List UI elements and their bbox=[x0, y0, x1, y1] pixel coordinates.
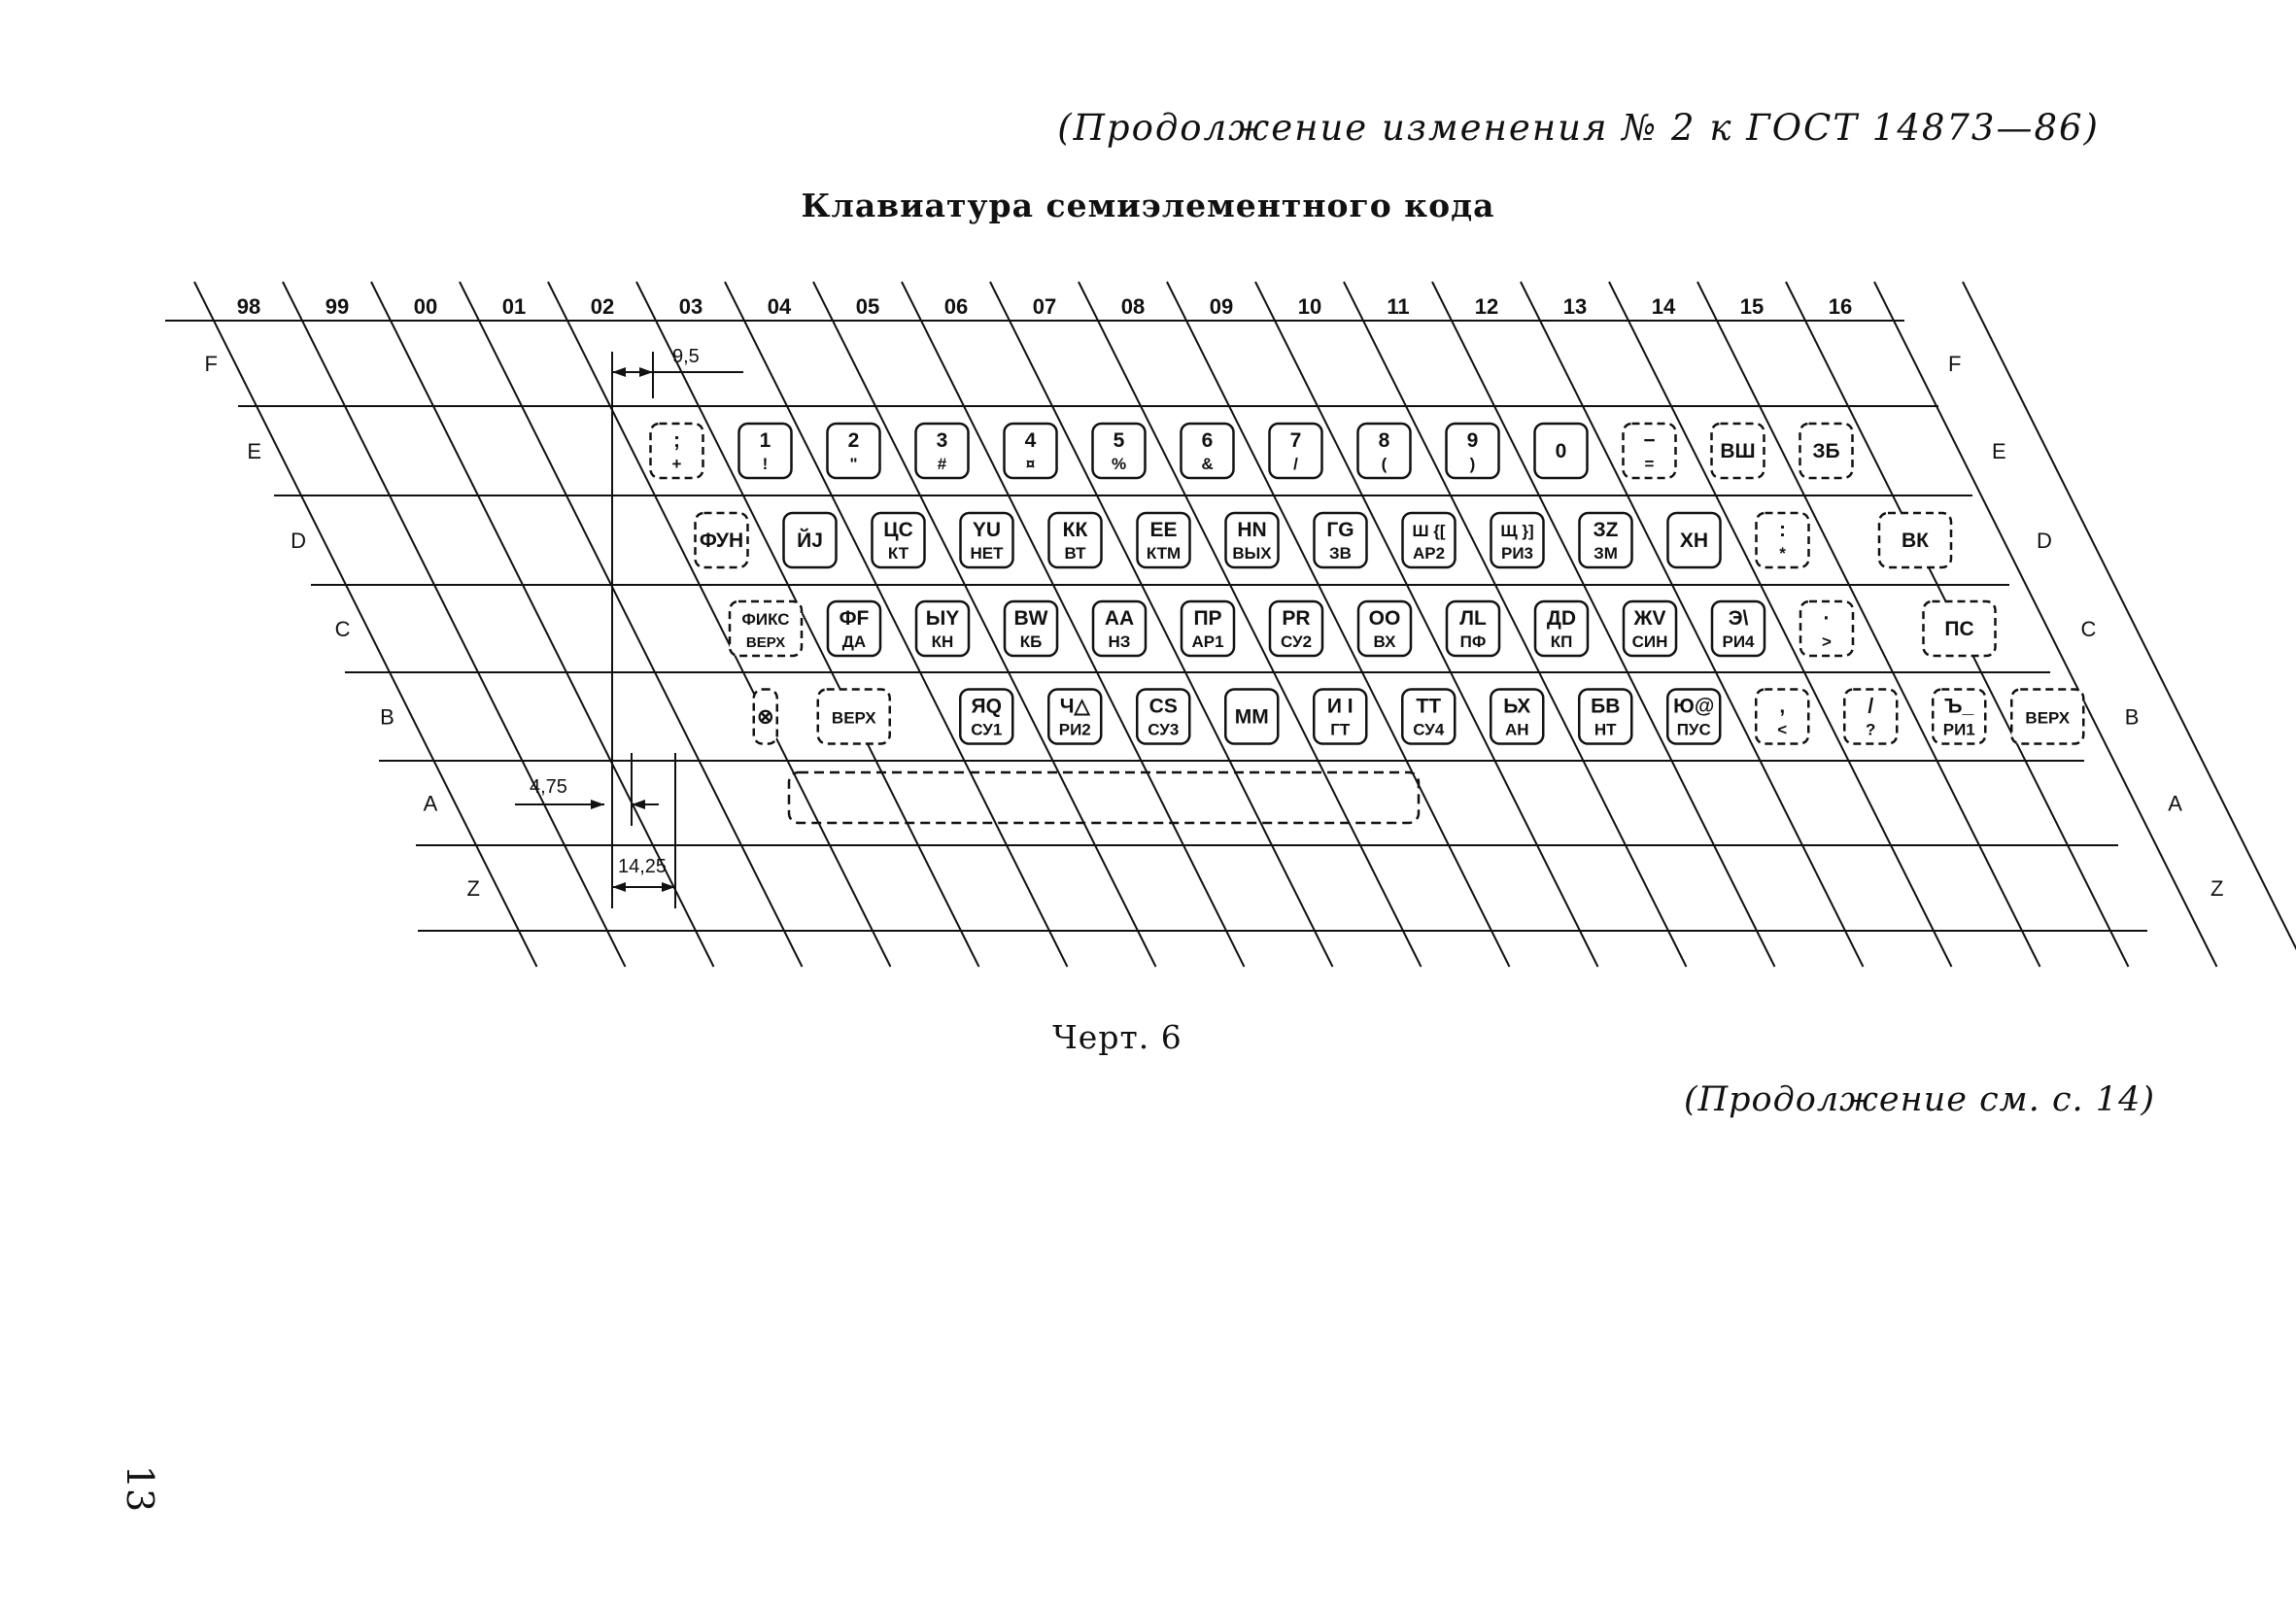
row-label-right: B bbox=[2124, 704, 2140, 730]
key bbox=[1668, 513, 1721, 567]
key-label-bottom: ? bbox=[1866, 720, 1876, 739]
key-label-top: HN bbox=[1237, 519, 1267, 541]
key-label-bottom: НТ bbox=[1593, 720, 1617, 739]
dimension-label-9-5: 9,5 bbox=[672, 346, 700, 367]
key bbox=[1314, 690, 1366, 744]
key-label-bottom: АР2 bbox=[1412, 544, 1446, 563]
key-label-top: : bbox=[1779, 519, 1786, 541]
key-label-top: 0 bbox=[1555, 440, 1567, 462]
key-label-bottom: СИН bbox=[1631, 632, 1668, 651]
key-label-top: ЫY bbox=[925, 607, 960, 630]
key-label-top: ТТ bbox=[1416, 695, 1442, 718]
key bbox=[1580, 513, 1632, 567]
key-label-top: ЛL bbox=[1459, 607, 1487, 630]
key-label-top: ГG bbox=[1326, 519, 1354, 541]
key-label-bottom: & bbox=[1201, 455, 1214, 473]
key bbox=[1358, 601, 1411, 656]
key-label-top: Ч△ bbox=[1059, 695, 1090, 718]
key-label-top: − bbox=[1643, 429, 1656, 452]
space-bar bbox=[789, 772, 1419, 823]
document-header: (Продолжение изменения № 2 к ГОСТ 14873—86) bbox=[1057, 107, 2100, 149]
row-label-right: A bbox=[2168, 791, 2182, 816]
row-label-left: C bbox=[334, 617, 351, 641]
key bbox=[1225, 690, 1278, 744]
column-label: 06 bbox=[943, 294, 969, 319]
key-label-bottom: КН bbox=[931, 632, 954, 651]
key bbox=[1535, 601, 1588, 656]
key bbox=[1800, 601, 1853, 656]
key-label-bottom: РИ3 bbox=[1500, 544, 1534, 563]
column-label: 05 bbox=[855, 294, 880, 319]
dimension-label-14-25: 14,25 bbox=[618, 856, 668, 877]
key bbox=[873, 513, 925, 567]
key bbox=[1005, 424, 1057, 478]
key-label-bottom: % bbox=[1111, 455, 1127, 473]
dimension-lines bbox=[515, 346, 743, 908]
key-label-bottom: ! bbox=[762, 455, 769, 473]
keys bbox=[651, 424, 2084, 744]
key-label-top: 8 bbox=[1378, 429, 1390, 452]
key bbox=[2011, 690, 2083, 744]
row-label-left: F bbox=[204, 352, 218, 376]
key-label-top: ЕЕ bbox=[1149, 519, 1178, 541]
key bbox=[960, 690, 1012, 744]
key bbox=[916, 601, 969, 656]
column-label: 12 bbox=[1474, 294, 1499, 319]
row-label-left: A bbox=[423, 791, 438, 816]
key-label-bottom: СУ2 bbox=[1280, 632, 1313, 651]
key bbox=[1933, 690, 1985, 744]
key bbox=[696, 513, 748, 567]
key-label-bottom: ПУС bbox=[1676, 720, 1711, 739]
key-label-top: И I bbox=[1326, 695, 1354, 718]
key bbox=[1712, 601, 1765, 656]
key bbox=[1624, 601, 1676, 656]
key bbox=[1048, 690, 1101, 744]
row-label-right: D bbox=[2037, 529, 2052, 553]
column-label: 01 bbox=[501, 294, 527, 319]
key-label-top: БВ bbox=[1591, 695, 1621, 718]
key bbox=[1491, 690, 1543, 744]
key-label-top: КК bbox=[1062, 519, 1088, 541]
row-label-right: Z bbox=[2210, 876, 2224, 901]
key-label-top: ПР bbox=[1193, 607, 1222, 630]
key-label-top: ЦС bbox=[883, 519, 913, 541]
key bbox=[1358, 424, 1411, 478]
column-label: 10 bbox=[1297, 294, 1322, 319]
key-label-top: ЖV bbox=[1633, 607, 1666, 630]
key bbox=[1093, 424, 1146, 478]
key bbox=[754, 690, 777, 744]
column-label: 09 bbox=[1209, 294, 1234, 319]
key bbox=[784, 513, 837, 567]
key-label-top: СS bbox=[1148, 695, 1178, 718]
column-label: 99 bbox=[325, 294, 350, 319]
key-label-top: РR bbox=[1282, 607, 1311, 630]
key bbox=[961, 513, 1013, 567]
key-label-top: · bbox=[1823, 607, 1831, 630]
column-label: 13 bbox=[1562, 294, 1588, 319]
key bbox=[651, 424, 703, 478]
key bbox=[1667, 690, 1720, 744]
key-label-bottom: СУ4 bbox=[1413, 720, 1445, 739]
key-label-top: 9 bbox=[1466, 429, 1479, 452]
column-label: 03 bbox=[678, 294, 703, 319]
key bbox=[1800, 424, 1853, 478]
key-label-top: ФF bbox=[839, 607, 870, 630]
row-label-left: E bbox=[247, 439, 261, 463]
key bbox=[1403, 513, 1456, 567]
key-label-bottom: ВЕРХ bbox=[745, 634, 786, 651]
key bbox=[1624, 424, 1676, 478]
key-label-top: ММ bbox=[1234, 705, 1269, 729]
column-label: 15 bbox=[1739, 294, 1765, 319]
key bbox=[1924, 601, 1996, 656]
key-label-top: ПС bbox=[1944, 618, 1974, 640]
key-label-top: 2 bbox=[847, 429, 860, 452]
column-label: 08 bbox=[1120, 294, 1146, 319]
column-line bbox=[1963, 282, 2296, 967]
key-label-bottom: РИ1 bbox=[1942, 720, 1975, 739]
key-label-bottom: НЗ bbox=[1108, 632, 1131, 651]
key-label-bottom: РИ4 bbox=[1722, 632, 1755, 651]
key-label-bottom: * bbox=[1779, 544, 1786, 563]
key bbox=[1005, 601, 1057, 656]
key-label-bottom: ДА bbox=[841, 632, 867, 651]
figure-title: Клавиатура семиэлементного кода bbox=[801, 187, 1495, 224]
column-line bbox=[194, 282, 537, 967]
key-label-bottom: ВХ bbox=[1373, 632, 1396, 651]
key-label-top: ВЕРХ bbox=[831, 708, 876, 728]
key bbox=[1579, 690, 1631, 744]
key-label-bottom: ) bbox=[1469, 455, 1476, 473]
row-label-right: E bbox=[1992, 439, 2006, 463]
key bbox=[1756, 690, 1808, 744]
key bbox=[1535, 424, 1588, 478]
row-label-left: Z bbox=[466, 876, 480, 901]
column-label: 02 bbox=[590, 294, 615, 319]
key bbox=[1093, 601, 1146, 656]
key-label-top: ВШ bbox=[1720, 440, 1756, 462]
key-label-bottom: ЗМ bbox=[1593, 544, 1618, 563]
key-label-top: ФИКС bbox=[741, 610, 790, 629]
row-label-right: C bbox=[2080, 617, 2097, 641]
key bbox=[1447, 601, 1499, 656]
key-label-bottom: / bbox=[1293, 455, 1298, 473]
key bbox=[916, 424, 969, 478]
key-label-bottom: СУ1 bbox=[971, 720, 1003, 739]
key-label-top: Э\ bbox=[1728, 607, 1749, 630]
key-label-top: АА bbox=[1104, 607, 1135, 630]
key-label-bottom: " bbox=[849, 455, 858, 473]
key-label-bottom: ГТ bbox=[1330, 720, 1351, 739]
column-label: 07 bbox=[1032, 294, 1057, 319]
key bbox=[1137, 690, 1189, 744]
key-label-top: 1 bbox=[759, 429, 771, 452]
continuation-note: (Продолжение см. с. 14) bbox=[1683, 1080, 2155, 1119]
key-label-bottom: РИ2 bbox=[1058, 720, 1091, 739]
figure-caption: Черт. 6 bbox=[1052, 1018, 1182, 1056]
key-label-top: ОО bbox=[1368, 607, 1401, 630]
dimension-label-4-75: 4,75 bbox=[530, 776, 567, 798]
key bbox=[1757, 513, 1809, 567]
key-label-bottom: КТМ bbox=[1146, 544, 1182, 563]
column-label: 98 bbox=[236, 294, 261, 319]
key-label-bottom: ¤ bbox=[1025, 455, 1036, 473]
key-label-top: ХН bbox=[1679, 530, 1709, 552]
key-label-top: ; bbox=[673, 429, 680, 452]
page-number: 13 bbox=[119, 1464, 162, 1513]
key-label-top: ЙJ bbox=[797, 530, 823, 552]
key bbox=[1138, 513, 1190, 567]
key bbox=[1226, 513, 1279, 567]
key bbox=[1844, 690, 1897, 744]
key-label-top: 7 bbox=[1289, 429, 1302, 452]
key-label-top: YU bbox=[972, 519, 1002, 541]
key bbox=[818, 690, 890, 744]
key-label-bottom: КТ bbox=[887, 544, 909, 563]
column-label: 16 bbox=[1828, 294, 1853, 319]
key-label-bottom: НЕТ bbox=[970, 544, 1004, 563]
key-label-bottom: ВТ bbox=[1064, 544, 1086, 563]
key bbox=[1447, 424, 1499, 478]
key-label-bottom: ВЫХ bbox=[1232, 544, 1272, 563]
key bbox=[1402, 690, 1455, 744]
key-label-top: , bbox=[1779, 695, 1786, 718]
key-label-top: ЯQ bbox=[971, 695, 1002, 718]
key-label-bottom: СУ3 bbox=[1148, 720, 1180, 739]
key-label-bottom: КП bbox=[1550, 632, 1573, 651]
key bbox=[1712, 424, 1765, 478]
key-label-bottom: КБ bbox=[1019, 632, 1043, 651]
key-label-top: ВК bbox=[1902, 530, 1929, 552]
key bbox=[730, 601, 802, 656]
key-label-top: ⊗ bbox=[756, 705, 774, 729]
key-label-top: 4 bbox=[1024, 429, 1037, 452]
key-label-top: ДD bbox=[1546, 607, 1577, 630]
key-label-top: 6 bbox=[1201, 429, 1214, 452]
key-label-bottom: ( bbox=[1381, 455, 1388, 473]
key-label-top: / bbox=[1868, 695, 1874, 718]
key-label-top: Ю@ bbox=[1673, 695, 1715, 718]
key-label-bottom: АН bbox=[1504, 720, 1529, 739]
key-label-top: ВЕРХ bbox=[2025, 708, 2071, 728]
key-label-top: Ъ_ bbox=[1944, 695, 1974, 718]
key-label-bottom: АР1 bbox=[1191, 632, 1224, 651]
key bbox=[1049, 513, 1102, 567]
key-label-bottom: ЗВ bbox=[1329, 544, 1352, 563]
key-label-top: Ш {[ bbox=[1412, 522, 1446, 540]
key bbox=[1270, 424, 1322, 478]
key-label-bottom: # bbox=[937, 455, 947, 473]
column-label: 04 bbox=[767, 294, 792, 319]
column-label: 11 bbox=[1387, 294, 1410, 319]
key-label-bottom: = bbox=[1644, 455, 1655, 473]
key bbox=[739, 424, 792, 478]
column-labels bbox=[237, 294, 1852, 319]
key-label-bottom: + bbox=[671, 455, 682, 473]
key bbox=[1879, 513, 1951, 567]
column-label: 14 bbox=[1651, 294, 1676, 319]
column-label: 00 bbox=[413, 294, 438, 319]
key-label-top: 3 bbox=[936, 429, 948, 452]
key-label-bottom: < bbox=[1777, 720, 1788, 739]
key bbox=[1491, 513, 1544, 567]
key bbox=[1270, 601, 1322, 656]
key-label-bottom: > bbox=[1822, 632, 1832, 651]
key-label-top: Щ }] bbox=[1500, 522, 1534, 540]
key-label-top: 5 bbox=[1113, 429, 1125, 452]
key-label-top: ЗБ bbox=[1812, 440, 1840, 462]
key bbox=[828, 601, 880, 656]
key-label-top: ВW bbox=[1013, 607, 1048, 630]
row-label-right: F bbox=[1948, 352, 1962, 376]
key bbox=[1182, 601, 1234, 656]
key-label-top: ЬХ bbox=[1503, 695, 1531, 718]
key bbox=[1315, 513, 1367, 567]
key-label-top: ФУН bbox=[699, 530, 744, 552]
key-label-bottom: ПФ bbox=[1459, 632, 1487, 651]
row-label-left: B bbox=[380, 704, 394, 730]
key bbox=[828, 424, 880, 478]
row-label-left: D bbox=[291, 529, 306, 553]
key-label-top: ЗZ bbox=[1593, 519, 1619, 541]
key bbox=[1182, 424, 1234, 478]
